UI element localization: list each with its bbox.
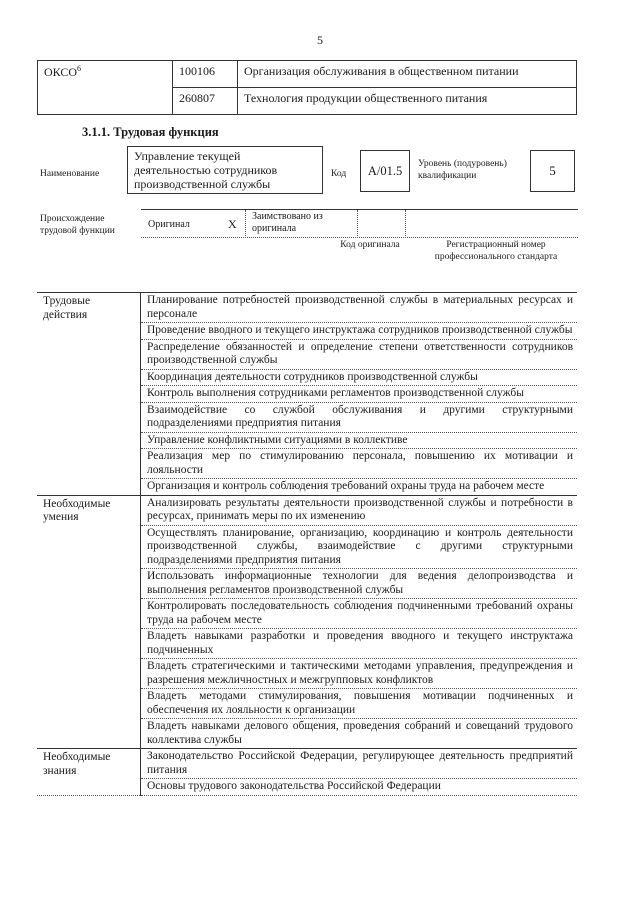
section-title: 3.1.1. Трудовая функция <box>82 125 219 139</box>
function-name-value: Управление текущей деятельностью сотрудников производственной службы <box>127 146 323 194</box>
okso-label-cell <box>38 61 173 115</box>
list-item: Владеть навыками разработки и проведения вводного и текущего инструктажа подчиненных <box>141 629 578 659</box>
category-labor-actions: Трудовые действия <box>37 293 141 496</box>
table-row <box>37 749 577 779</box>
okso-row <box>38 61 577 88</box>
list-item: Использовать информационные технологии для ведения делопроизводства и выполнения регламентов производственной службы <box>141 569 578 599</box>
list-item: Планирование потребностей производственной службы в материальных ресурсах и персонале <box>141 293 578 323</box>
list-item: Осуществлять планирование, организацию, координацию и контроль деятельности производственной службы, взаимодействие с другими структурными подразделениями предприятия питания <box>141 525 578 569</box>
list-item: Анализировать результаты деятельности производственной службы и потребности в ресурсах, принимать меры по их изменению <box>141 495 578 525</box>
okso-code: 260807 <box>173 88 238 115</box>
table-row <box>37 293 577 323</box>
origin-label: Происхождение трудовой функции <box>40 214 115 236</box>
list-item: Законодательство Российской Федерации, регулирующее деятельность предприятий питания <box>141 749 578 779</box>
list-item: Владеть методами стимулирования, повышения мотивации подчиненных и обеспечения их лояльности к организации <box>141 689 578 719</box>
list-item: Проведение вводного и текущего инструктажа сотрудников производственной службы <box>141 323 578 340</box>
okso-name: Организация обслуживания в общественном питании <box>238 61 577 88</box>
category-required-knowledge: Необходимые знания <box>37 749 141 796</box>
list-item: Координация деятельности сотрудников производственной службы <box>141 369 578 386</box>
table-row <box>37 495 577 525</box>
function-name-label: Наименование <box>40 169 100 179</box>
origin-reg-caption: Регистрационный номер профессионального стандарта <box>434 240 558 262</box>
okso-label: ОКСО <box>44 65 78 79</box>
okso-code: 100106 <box>173 61 238 88</box>
list-item: Управление конфликтными ситуациями в коллективе <box>141 432 578 449</box>
list-item: Контроль выполнения сотрудниками регламентов производственной службы <box>141 386 578 403</box>
list-item: Основы трудового законодательства Российской Федерации <box>141 779 578 796</box>
origin-reg-cell <box>406 210 578 238</box>
origin-row <box>141 209 578 238</box>
list-item: Реализация мер по стимулированию персонала, повышению их мотивации и лояльности <box>141 449 578 479</box>
okso-name: Технология продукции общественного питания <box>238 88 577 115</box>
qualification-level-value: 5 <box>530 150 575 192</box>
function-code-value: А/01.5 <box>360 150 410 192</box>
origin-code-cell <box>358 210 406 238</box>
origin-borrowed-label: Заимствовано из оригинала <box>252 211 323 234</box>
function-code-label: Код <box>331 169 347 179</box>
page-number: 5 <box>317 33 323 47</box>
origin-original-mark: X <box>228 217 237 231</box>
origin-original-label: Оригинал <box>148 219 190 230</box>
list-item: Контролировать последовательность соблюдения подчиненными требований охраны труда на рабочем месте <box>141 599 578 629</box>
list-item: Владеть стратегическими и тактическими методами управления, предупреждения и разрешения межличностных и межгрупповых конфликтов <box>141 659 578 689</box>
okso-table <box>37 60 577 115</box>
list-item: Взаимодействие со службой обслуживания и другими структурными подразделениями предприятия питания <box>141 402 578 432</box>
list-item: Владеть навыками делового общения, проведения собраний и совещаний трудового коллектива службы <box>141 719 578 749</box>
category-required-skills: Необходимые умения <box>37 495 141 749</box>
qualification-level-label: Уровень (подуровень) квалификации <box>418 159 507 181</box>
function-details-table <box>37 292 577 796</box>
okso-footnote: 6 <box>77 64 82 73</box>
list-item: Распределение обязанностей и определение степени ответственности сотрудников производственной службы <box>141 339 578 369</box>
list-item: Организация и контроль соблюдения требований охраны труда на рабочем месте <box>141 479 578 496</box>
origin-code-caption: Код оригинала <box>340 240 400 250</box>
